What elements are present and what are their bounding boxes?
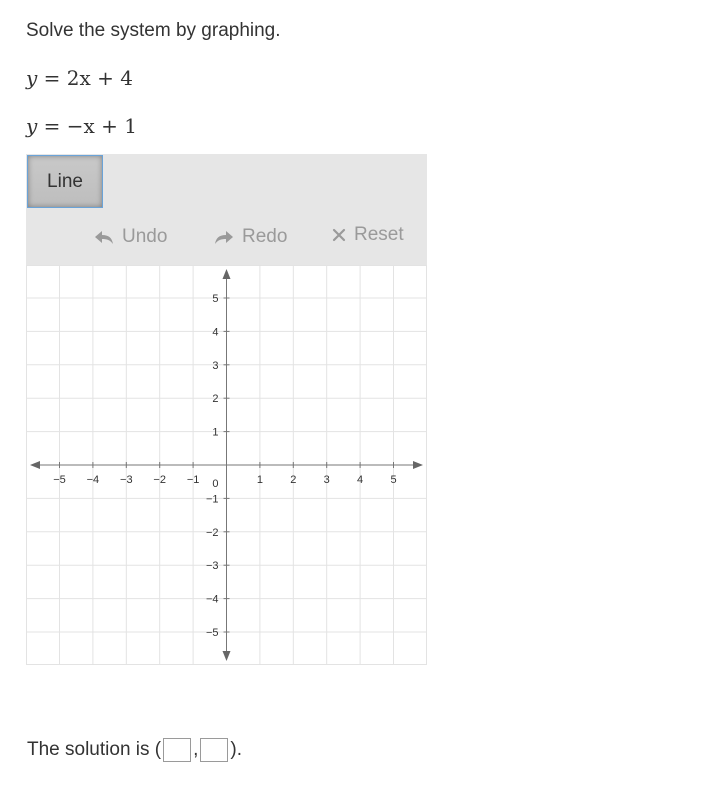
x-tick-label: 3 [323,474,330,486]
redo-label: Redo [242,226,288,247]
equation-2-lhs: y [26,114,38,138]
y-tick-label: −5 [205,627,219,639]
x-tick-label: 5 [390,474,397,486]
y-tick-label: 1 [212,426,219,439]
coordinate-plane[interactable] [26,265,427,665]
equation-2-rhs: = −x + 1 [43,114,138,138]
equation-1 [26,66,133,90]
reset-label: Reset [354,224,404,245]
y-tick-label: 4 [212,326,219,339]
undo-icon [94,229,114,245]
equation-1-rhs: = 2x + 4 [43,66,133,90]
solution-separator: , [193,739,199,760]
x-tick-label: −3 [120,474,133,486]
y-tick-label: −3 [205,560,219,573]
redo-icon [214,229,234,245]
line-tool-button[interactable]: Line [27,155,103,208]
close-icon [332,228,346,242]
question-prompt: Solve the system by graphing. [26,20,281,41]
y-tick-label: −1 [205,493,219,506]
y-tick-label: 5 [212,293,219,305]
redo-button[interactable] [214,226,287,248]
x-tick-label: −4 [86,474,100,486]
x-tick-label: 1 [256,474,263,486]
solution-suffix: ). [230,739,243,760]
x-tick-label: 4 [357,474,364,486]
origin-label: 0 [212,478,219,490]
solution-answer [27,738,242,762]
solution-prefix: The solution is ( [27,739,162,760]
y-tick-label: 3 [212,359,219,372]
solution-x-input[interactable] [163,738,191,762]
x-tick-label: −2 [153,474,166,486]
equation-1-lhs: y [26,66,38,90]
undo-button[interactable] [94,226,167,248]
y-tick-label: −4 [205,593,219,606]
solution-y-input[interactable] [200,738,228,762]
y-tick-label: 2 [212,393,219,406]
x-tick-label: 2 [290,474,297,486]
graph-toolbar [26,154,427,265]
graph-actions [26,222,427,254]
equation-2 [26,114,137,138]
undo-label: Undo [122,226,168,247]
x-tick-label: −5 [53,474,66,486]
reset-button[interactable] [332,224,404,246]
coordinate-graph[interactable] [26,265,427,665]
y-tick-label: −2 [205,526,219,539]
x-tick-label: −1 [186,474,200,486]
